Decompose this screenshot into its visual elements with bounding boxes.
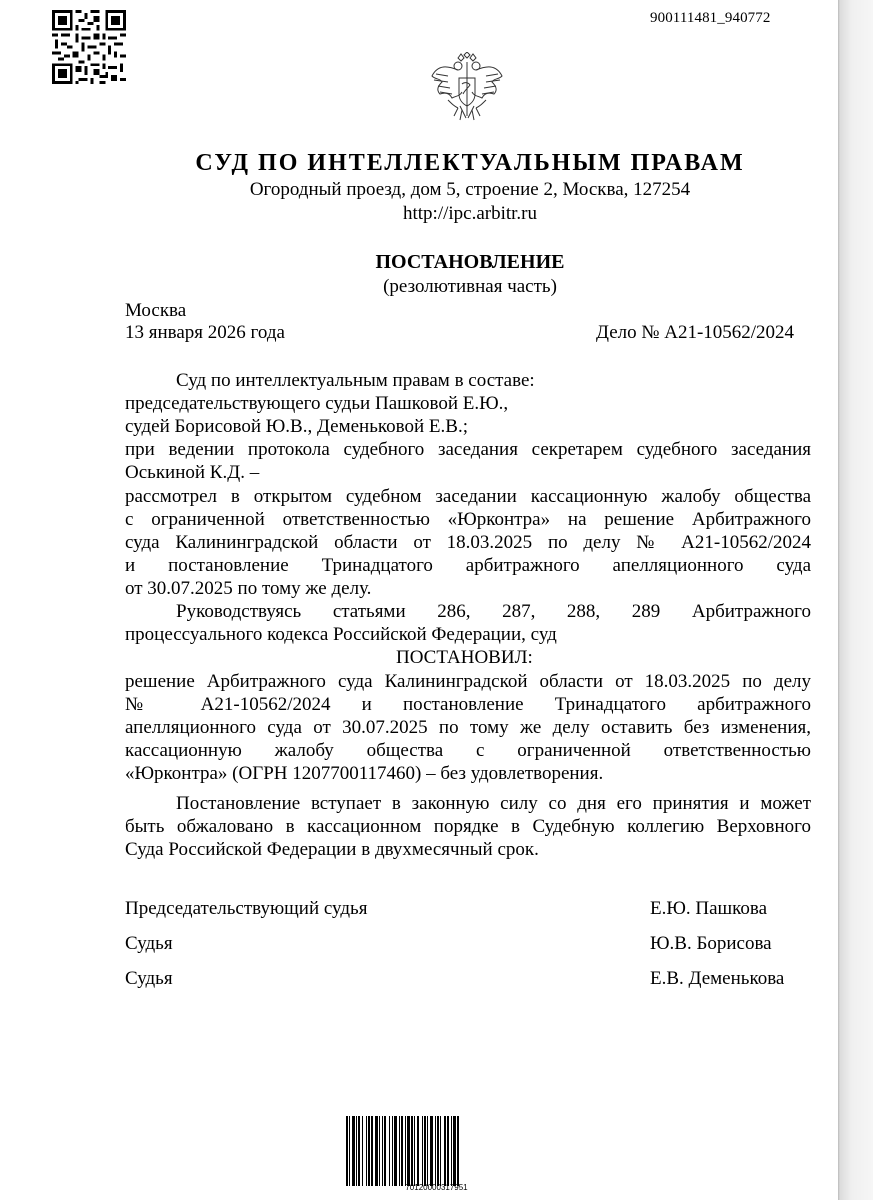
body-line: Суд по интеллектуальным правам в составе: xyxy=(176,370,535,391)
decision-date: 13 января 2026 года xyxy=(125,322,285,343)
body-line: и постановление Тринадцатого арбитражного апелляционного суда xyxy=(125,555,811,576)
body-line: кассационную жалобу общества с ограниченной ответственностью xyxy=(125,740,811,761)
body-line: рассмотрел в открытом судебном заседании кассационную жалобу общества xyxy=(125,486,811,507)
decree-heading: ПОСТАНОВИЛ: xyxy=(396,647,533,668)
body-line: от 30.07.2025 по тому же делу. xyxy=(125,578,372,599)
body-line: с ограниченной ответственностью «Юрконтра» на решение Арбитражного xyxy=(125,509,811,530)
qr-code xyxy=(52,10,126,84)
signature-name: Е.В. Деменькова xyxy=(650,968,785,989)
body-line: Суда Российской Федерации в двухмесячный срок. xyxy=(125,839,539,860)
body-line: Оськиной К.Д. – xyxy=(125,462,260,483)
document-subtitle: (резолютивная часть) xyxy=(383,276,557,297)
coat-of-arms-emblem xyxy=(428,52,506,126)
court-website: http://ipc.arbitr.ru xyxy=(402,203,538,224)
body-line: судей Борисовой Ю.В., Деменьковой Е.В.; xyxy=(125,416,468,437)
body-line: апелляционного суда от 30.07.2025 по тому же делу оставить без изменения, xyxy=(125,717,811,738)
document-id: 900111481_940772 xyxy=(650,10,771,26)
body-line: № А21-10562/2024 и постановление Тринадцатого арбитражного xyxy=(125,694,811,715)
court-address: Огородный проезд, дом 5, строение 2, Москва, 127254 xyxy=(249,179,691,200)
city: Москва xyxy=(125,300,187,321)
body-line: суда Калининградской области от 18.03.2025 по делу № А21-10562/2024 xyxy=(125,532,811,553)
signature-role: Председательствующий судья xyxy=(125,898,368,919)
signature-name: Е.Ю. Пашкова xyxy=(650,898,768,919)
body-line: Руководствуясь статьями 286, 287, 288, 289 Арбитражного xyxy=(176,601,811,622)
court-name: СУД ПО ИНТЕЛЛЕКТУАЛЬНЫМ ПРАВАМ xyxy=(195,150,745,176)
body-line: Постановление вступает в законную силу со дня его принятия и может xyxy=(176,793,811,814)
signature-role: Судья xyxy=(125,933,173,954)
body-line: при ведении протокола судебного заседания секретарем судебного заседания xyxy=(125,439,811,460)
signature-name: Ю.В. Борисова xyxy=(650,933,772,954)
body-line: «Юрконтра» (ОГРН 1207700117460) – без удовлетворения. xyxy=(125,763,604,784)
body-line: процессуального кодекса Российской Федерации, суд xyxy=(125,624,557,645)
document-title: ПОСТАНОВЛЕНИЕ xyxy=(375,251,565,273)
barcode xyxy=(346,1116,526,1186)
signature-role: Судья xyxy=(125,968,173,989)
body-line: председательствующего судьи Пашковой Е.Ю., xyxy=(125,393,509,414)
body-line: быть обжаловано в кассационном порядке в Судебную коллегию Верховного xyxy=(125,816,811,837)
body-line: решение Арбитражного суда Калининградской области от 18.03.2025 по делу xyxy=(125,671,811,692)
barcode-number: 70120000317951 xyxy=(405,1183,468,1192)
case-number: Дело № А21-10562/2024 xyxy=(596,322,795,343)
